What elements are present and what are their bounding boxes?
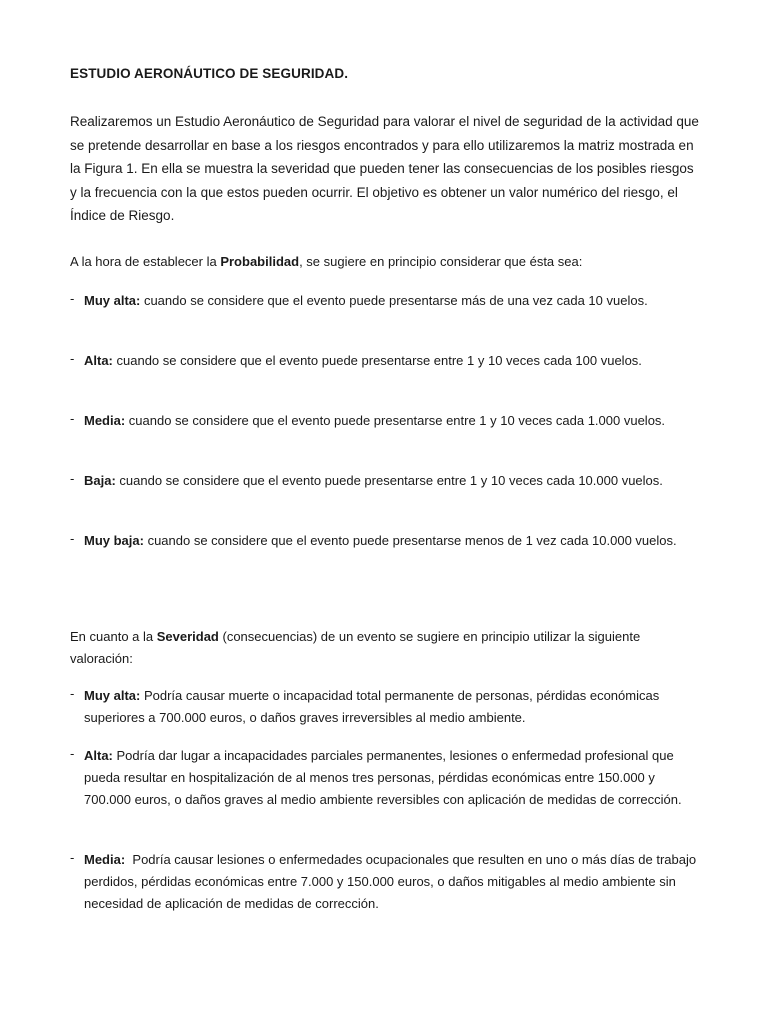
- severity-term: Muy alta:: [84, 688, 141, 703]
- list-dash: -: [70, 746, 75, 761]
- severity-description: Podría causar lesiones o enfermedades ocupacionales que resulten en uno o más días de trabajo perdidos, pérdidas económicas entre 7.000 y 150.000 euros, o daños mitigables al medio ambiente sin necesidad de aplicación de medidas de corrección.: [84, 852, 700, 911]
- probability-item-media: [70, 410, 700, 432]
- probability-term: Alta:: [84, 353, 113, 368]
- severity-lead-term: Severidad: [156, 629, 219, 644]
- probability-term: Muy baja:: [84, 533, 144, 548]
- probability-description: cuando se considere que el evento puede presentarse entre 1 y 10 veces cada 10.000 vuelos.: [115, 473, 663, 488]
- severity-lead: [70, 626, 700, 670]
- probability-lead: [70, 251, 700, 273]
- probability-term: Media:: [84, 413, 126, 428]
- probability-lead-before: A la hora de establecer la: [70, 254, 221, 269]
- probability-term: Muy alta:: [84, 293, 141, 308]
- document-title: ESTUDIO AERONÁUTICO DE SEGURIDAD.: [70, 66, 349, 81]
- probability-description: cuando se considere que el evento puede presentarse entre 1 y 10 veces cada 100 vuelos.: [112, 353, 642, 368]
- list-dash: -: [70, 686, 75, 701]
- severity-term: Media:: [84, 852, 126, 867]
- list-dash: -: [70, 351, 75, 366]
- severity-description: Podría causar muerte o incapacidad total permanente de personas, pérdidas económicas superiores a 700.000 euros, o daños graves irreversibles al medio ambiente.: [84, 688, 660, 725]
- list-dash: -: [70, 411, 75, 426]
- severity-lead-before: En cuanto a la: [70, 629, 157, 644]
- severity-lead-after: (consecuencias) de un evento se sugiere en principio utilizar la siguiente valoración:: [70, 629, 641, 666]
- probability-description: cuando se considere que el evento puede presentarse entre 1 y 10 veces cada 1.000 vuelos.: [125, 413, 666, 428]
- probability-description: cuando se considere que el evento puede presentarse menos de 1 vez cada 10.000 vuelos.: [143, 533, 677, 548]
- probability-item-alta: [70, 350, 700, 372]
- list-dash: -: [70, 471, 75, 486]
- severity-description: Podría dar lugar a incapacidades parciales permanentes, lesiones o enfermedad profesional que pueda resultar en hospitalización de al menos tres personas, pérdidas económicas entre 150.000 y 700.000 euros, o daños graves al medio ambiente reversibles con aplicación de medidas de corrección.: [84, 748, 682, 807]
- probability-item-muy-alta: [70, 290, 700, 312]
- probability-item-muy-baja: [70, 530, 700, 552]
- probability-description: cuando se considere que el evento puede presentarse más de una vez cada 10 vuelos.: [140, 293, 648, 308]
- severity-item-media: [70, 849, 700, 915]
- probability-lead-term: Probabilidad: [220, 254, 300, 269]
- severity-item-muy-alta: [70, 685, 700, 729]
- severity-item-alta: [70, 745, 700, 811]
- list-dash: -: [70, 531, 75, 546]
- list-dash: -: [70, 291, 75, 306]
- severity-term: Alta:: [84, 748, 113, 763]
- probability-term: Baja:: [84, 473, 116, 488]
- intro-paragraph: Realizaremos un Estudio Aeronáutico de Seguridad para valorar el nivel de seguridad de la actividad que se pretende desarrollar en base a los riesgos encontrados y para ello utilizaremos la matriz mostrada en la Figura 1. En ella se muestra la severidad que pueden tener las consecuencias de los posibles riesgos y la frecuencia con la que estos pueden ocurrir. El objetivo es obtener un valor numérico del riesgo, el Índice de Riesgo.: [70, 114, 699, 224]
- probability-item-baja: [70, 470, 700, 492]
- probability-lead-after: , se sugiere en principio considerar que ésta sea:: [299, 254, 583, 269]
- list-dash: -: [70, 850, 75, 865]
